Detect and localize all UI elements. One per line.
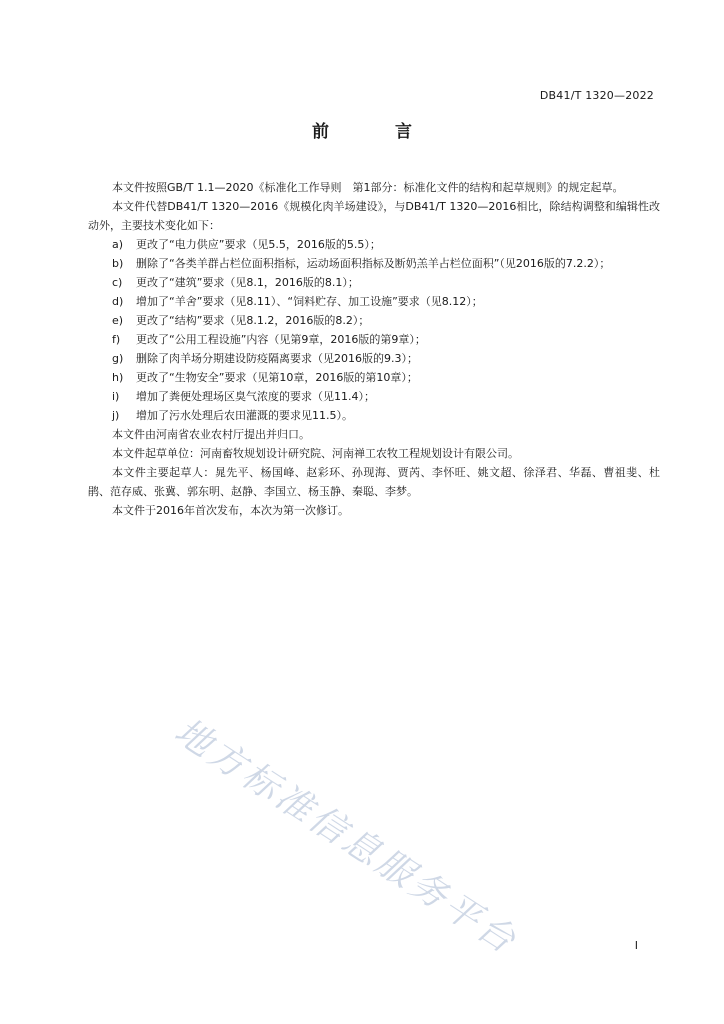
page-title: 前 言 bbox=[312, 122, 442, 142]
paragraph: 本文件起草单位：河南畜牧规划设计研究院、河南禅工农牧工程规划设计有限公司。 bbox=[112, 447, 519, 460]
list-text: 更改了“结构”要求（见8.1.2，2016版的8.2）； bbox=[136, 314, 370, 327]
paragraph: 本文件由河南省农业农村厅提出并归口。 bbox=[112, 428, 310, 441]
list-text: 更改了“生物安全”要求（见第10章，2016版的第10章）； bbox=[136, 371, 418, 384]
list-text: 删除了“各类羊群占栏位面积指标，运动场面积指标及断奶羔羊占栏位面积”（见2016版的7.2.2）； bbox=[136, 257, 611, 270]
list-marker: a) bbox=[112, 238, 124, 251]
list-item bbox=[88, 330, 660, 349]
list-item bbox=[88, 349, 660, 368]
list-marker: c) bbox=[112, 276, 123, 289]
paragraph: 本文件主要起草人：晁先平、杨国峰、赵彩环、孙现海、贾芮、李怀旺、姚文超、徐泽君、华磊、曹祖斐、杜鹃、范存威、张冀、郭东明、赵静、李国立、杨玉静、秦聪、李梦。 bbox=[88, 466, 660, 498]
foreword-body bbox=[88, 178, 660, 520]
paragraph: 本文件代替DB41/T 1320—2016《规模化肉羊场建设》，与DB41/T 1320—2016相比，除结构调整和编辑性改动外，主要技术变化如下： bbox=[88, 200, 660, 232]
list-marker: f) bbox=[112, 333, 121, 346]
paragraph: 本文件于2016年首次发布，本次为第一次修订。 bbox=[112, 504, 349, 517]
list-text: 增加了污水处理后农田灌溉的要求见11.5）。 bbox=[136, 409, 353, 422]
list-marker: d) bbox=[112, 295, 124, 308]
list-item bbox=[88, 254, 660, 273]
list-marker: h) bbox=[112, 371, 124, 384]
list-item bbox=[88, 311, 660, 330]
list-item bbox=[88, 387, 660, 406]
paragraph: 本文件按照GB/T 1.1—2020《标准化工作导则 第1部分：标准化文件的结构和起草规则》的规定起草。 bbox=[112, 181, 624, 194]
list-item bbox=[88, 235, 660, 254]
list-text: 增加了“羊舍”要求（见8.11）、“饲料贮存、加工设施”要求（见8.12）； bbox=[136, 295, 483, 308]
page-number: I bbox=[634, 939, 638, 952]
list-text: 更改了“电力供应”要求（见5.5，2016版的5.5）； bbox=[136, 238, 381, 251]
list-marker: g) bbox=[112, 352, 124, 365]
standard-code: DB41/T 1320—2022 bbox=[539, 89, 654, 102]
list-item bbox=[88, 406, 660, 425]
list-item bbox=[88, 292, 660, 311]
list-text: 更改了“公用工程设施”内容（见第9章，2016版的第9章）； bbox=[136, 333, 426, 346]
list-marker: i) bbox=[112, 390, 120, 403]
list-marker: b) bbox=[112, 257, 124, 270]
list-item bbox=[88, 368, 660, 387]
watermark: 地方标准信息服务平台 bbox=[167, 710, 526, 964]
list-text: 删除了肉羊场分期建设防疫隔离要求（见2016版的9.3）； bbox=[136, 352, 418, 365]
list-marker: e) bbox=[112, 314, 124, 327]
list-text: 增加了粪便处理场区臭气浓度的要求（见11.4）； bbox=[136, 390, 375, 403]
list-text: 更改了“建筑”要求（见8.1，2016版的8.1）； bbox=[136, 276, 359, 289]
list-item bbox=[88, 273, 660, 292]
list-marker: j) bbox=[112, 409, 120, 422]
